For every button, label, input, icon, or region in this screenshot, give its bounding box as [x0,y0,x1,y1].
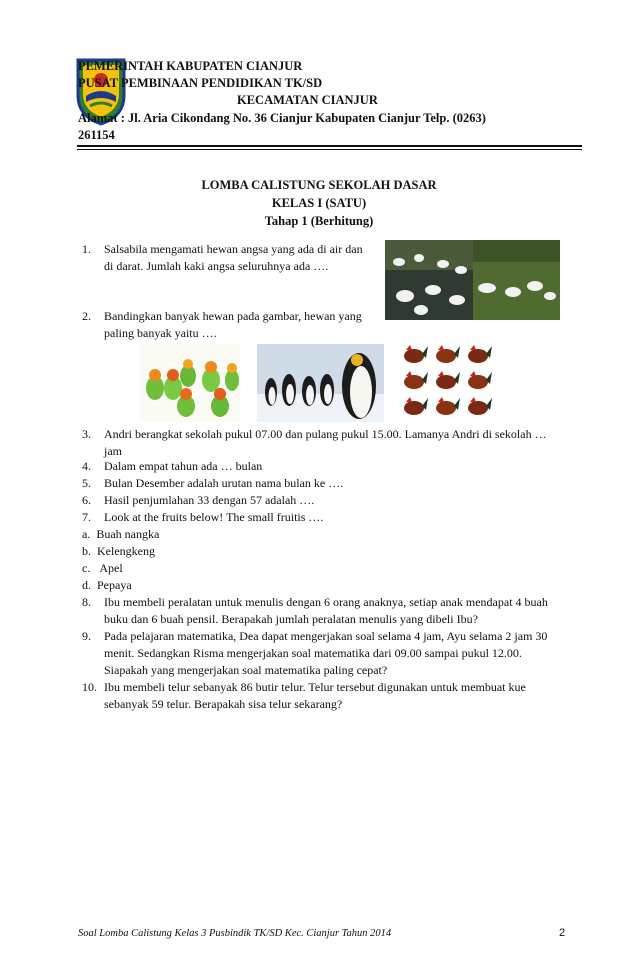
header-address: Alamat : Jl. Aria Cikondang No. 36 Cianjur Kabupaten Cianjur Telp. (0263) [78,111,486,125]
contest-title: LOMBA CALISTUNG SEKOLAH DASAR [201,178,437,192]
header-line-2: PUSAT PEMBINAAN PENDIDIKAN TK/SD [78,76,323,90]
question-4: 4. Dalam empat tahun ada … bulan [82,459,263,473]
roosters-image [400,342,496,422]
option-a: a. Buah nangka [82,527,160,541]
penguins-image [257,344,384,422]
option-b: b. Kelengkeng [82,544,155,558]
page-number: 2 [559,927,566,939]
header-line-3: KECAMATAN CIANJUR [237,93,378,107]
header-phone: 261154 [78,128,115,142]
stage-title: Tahap 1 (Berhitung) [264,214,374,228]
lovebirds-image [140,344,240,422]
class-title: KELAS I (SATU) [271,196,367,210]
swans-image [385,240,560,320]
header-divider-thick [77,145,582,147]
option-d: d. Pepaya [82,578,132,592]
option-c: c. Apel [82,561,123,575]
question-6: 6. Hasil penjumlahan 33 dengan 57 adalah …. [82,493,315,507]
footer-text: Soal Lomba Calistung Kelas 3 Pusbindik TK/SD Kec. Cianjur Tahun 2014 [78,928,392,939]
question-5: 5. Bulan Desember adalah urutan nama bulan ke …. [82,476,344,490]
question-7: 7. Look at the fruits below! The small fruitis …. [82,510,324,524]
header-line-1: PEMERINTAH KABUPATEN CIANJUR [78,59,303,73]
header-divider-thin [77,149,582,150]
